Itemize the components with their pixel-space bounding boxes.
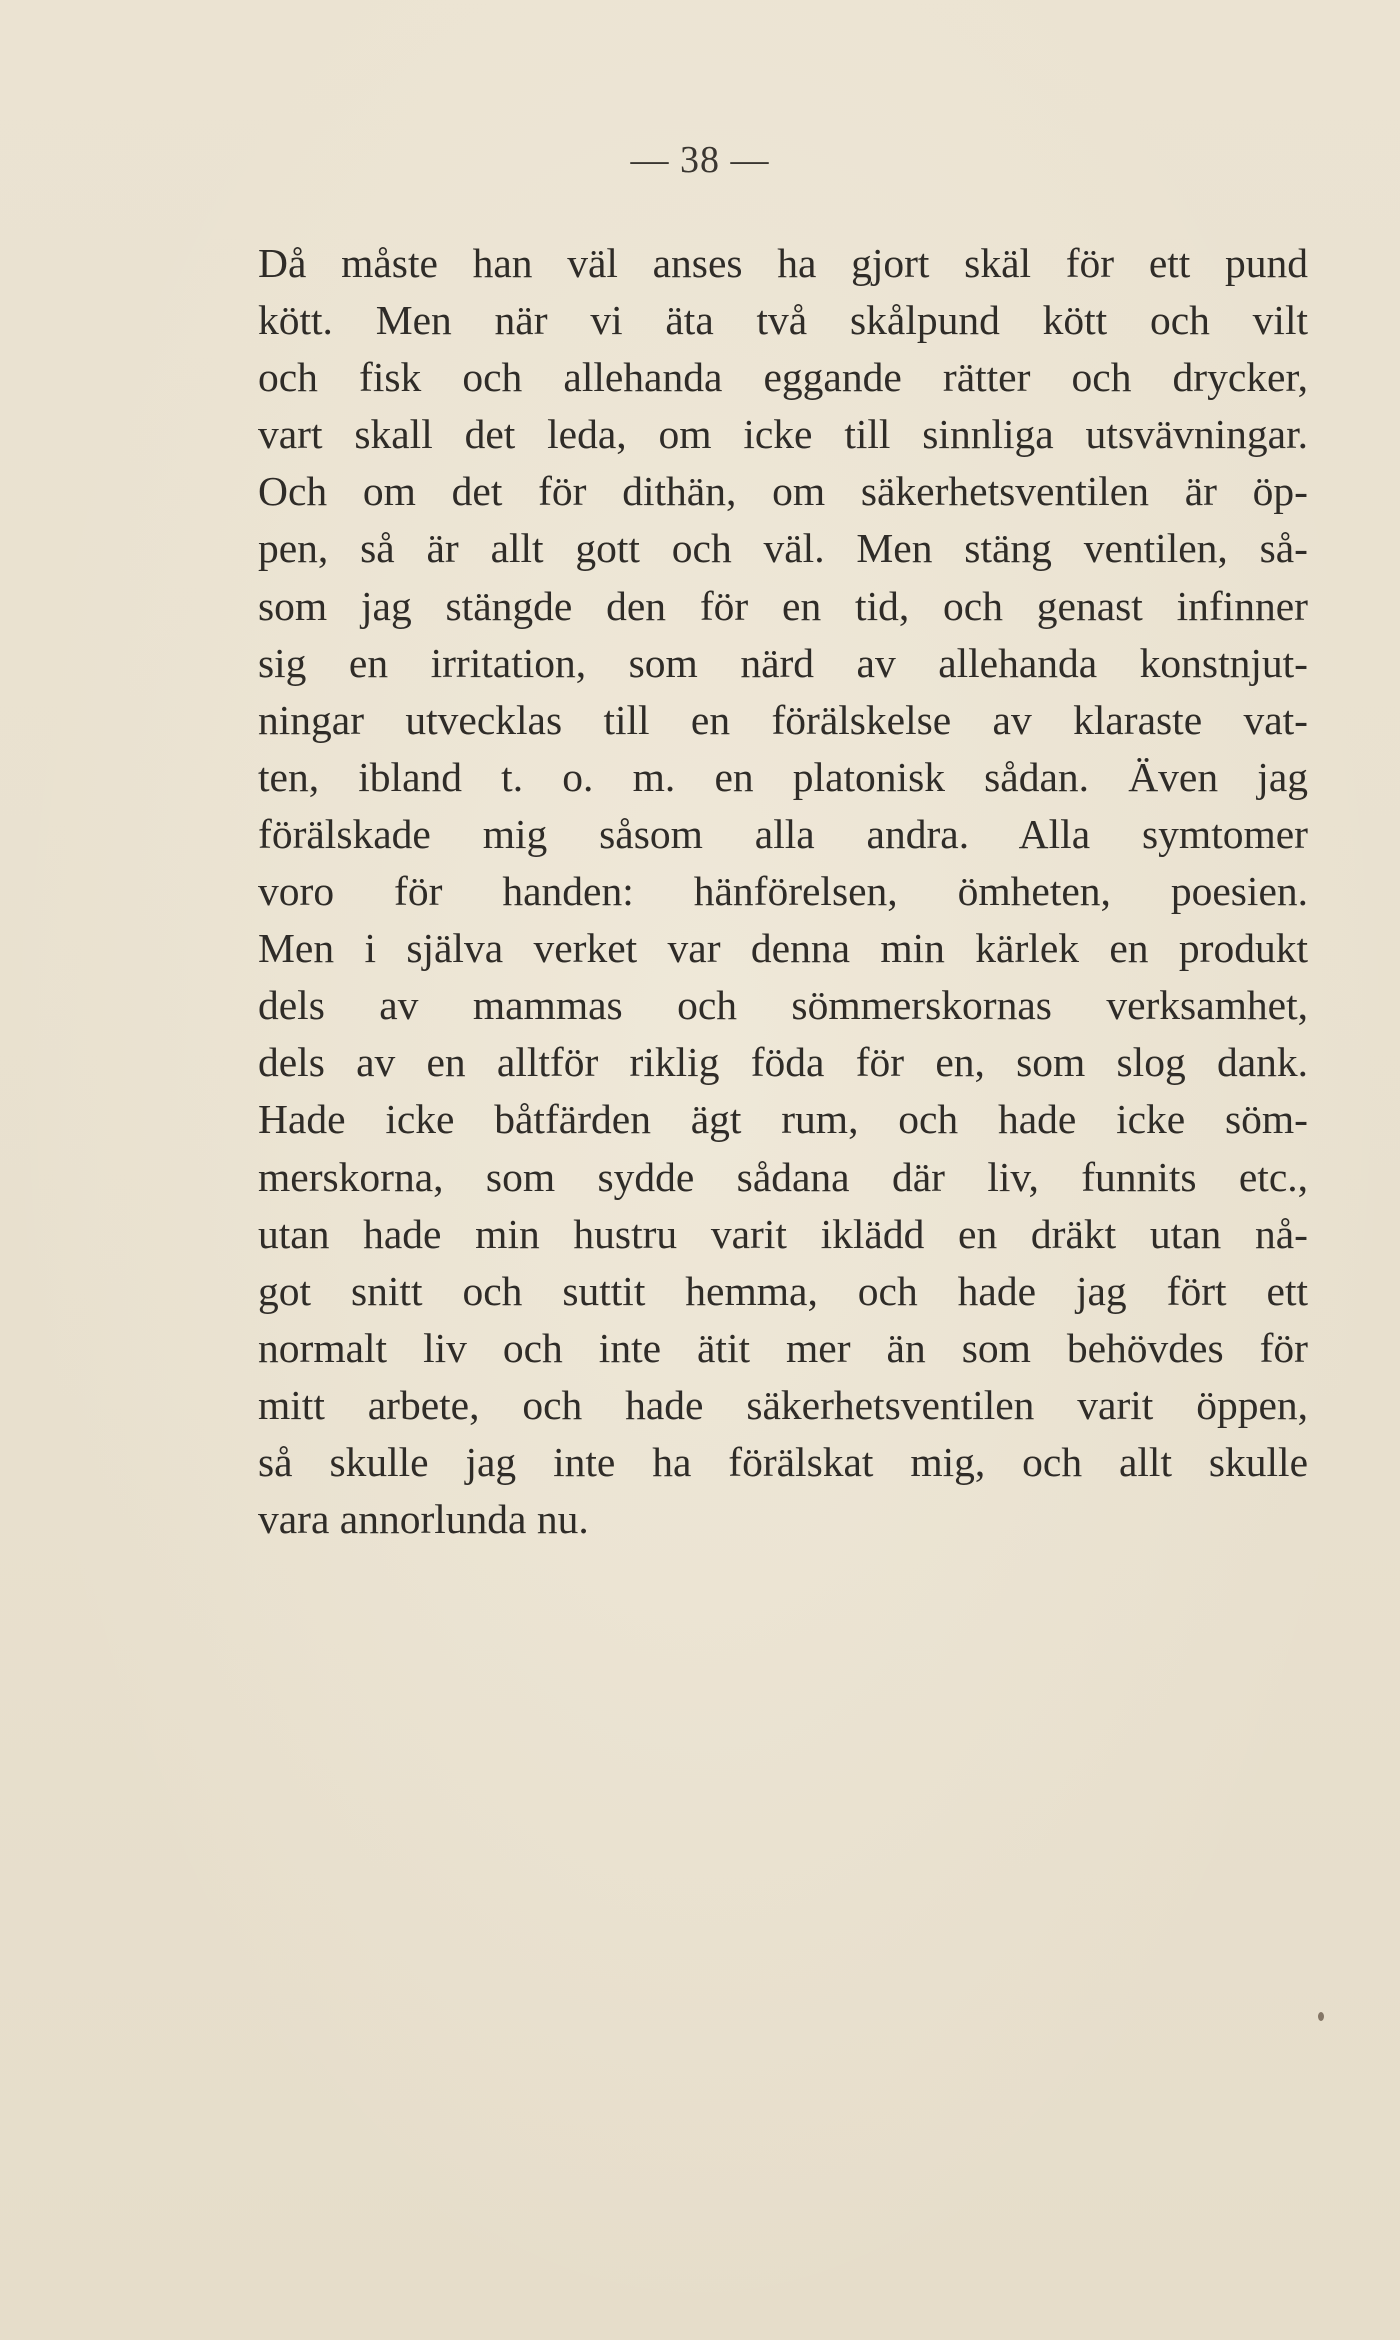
text-line: voro för handen: hänförelsen, ömheten, poesien. <box>258 868 1308 915</box>
text-line: sig en irritation, som närd av allehanda konstnjut- <box>258 639 1308 686</box>
text-line: Då måste han väl anses ha gjort skäl för ett pund <box>258 240 1308 286</box>
text-line: pen, så är allt gott och väl. Men stäng ventilen, så- <box>258 525 1308 572</box>
ink-speck <box>1318 2012 1324 2021</box>
text-line: dels av en alltför riklig föda för en, som slog dank. <box>258 1039 1308 1086</box>
text-line: normalt liv och inte ätit mer än som behövdes för <box>258 1324 1308 1371</box>
text-line: ten, ibland t. o. m. en platonisk sådan. Även jag <box>258 753 1308 800</box>
text-line: vara annorlunda nu. <box>258 1496 589 1543</box>
page-number: — 38 — <box>630 139 770 181</box>
text-line: Hade icke båtfärden ägt rum, och hade icke söm- <box>258 1096 1308 1143</box>
text-line: och fisk och allehanda eggande rätter och drycker, <box>258 354 1308 401</box>
text-line: merskorna, som sydde sådana där liv, funnits etc., <box>258 1153 1308 1200</box>
text-line: ningar utvecklas till en förälskelse av klaraste vat- <box>258 696 1308 743</box>
text-line: got snitt och suttit hemma, och hade jag fört ett <box>258 1267 1308 1314</box>
text-line: som jag stängde den för en tid, och genast infinner <box>258 582 1308 629</box>
text-line: Och om det för dithän, om säkerhetsventilen är öp- <box>258 468 1308 515</box>
text-line: kött. Men när vi äta två skålpund kött och vilt <box>258 297 1308 344</box>
text-line: dels av mammas och sömmerskornas verksamhet, <box>258 982 1308 1029</box>
text-line: förälskade mig såsom alla andra. Alla symtomer <box>258 810 1308 857</box>
text-line: så skulle jag inte ha förälskat mig, och allt skulle <box>258 1438 1308 1485</box>
text-line: utan hade min hustru varit iklädd en dräkt utan nå- <box>258 1210 1308 1257</box>
text-line: vart skall det leda, om icke till sinnliga utsvävningar. <box>258 411 1308 458</box>
text-line: Men i själva verket var denna min kärlek en produkt <box>258 925 1308 972</box>
text-line: mitt arbete, och hade säkerhetsventilen varit öppen, <box>258 1381 1308 1428</box>
body-text <box>258 235 1308 1548</box>
